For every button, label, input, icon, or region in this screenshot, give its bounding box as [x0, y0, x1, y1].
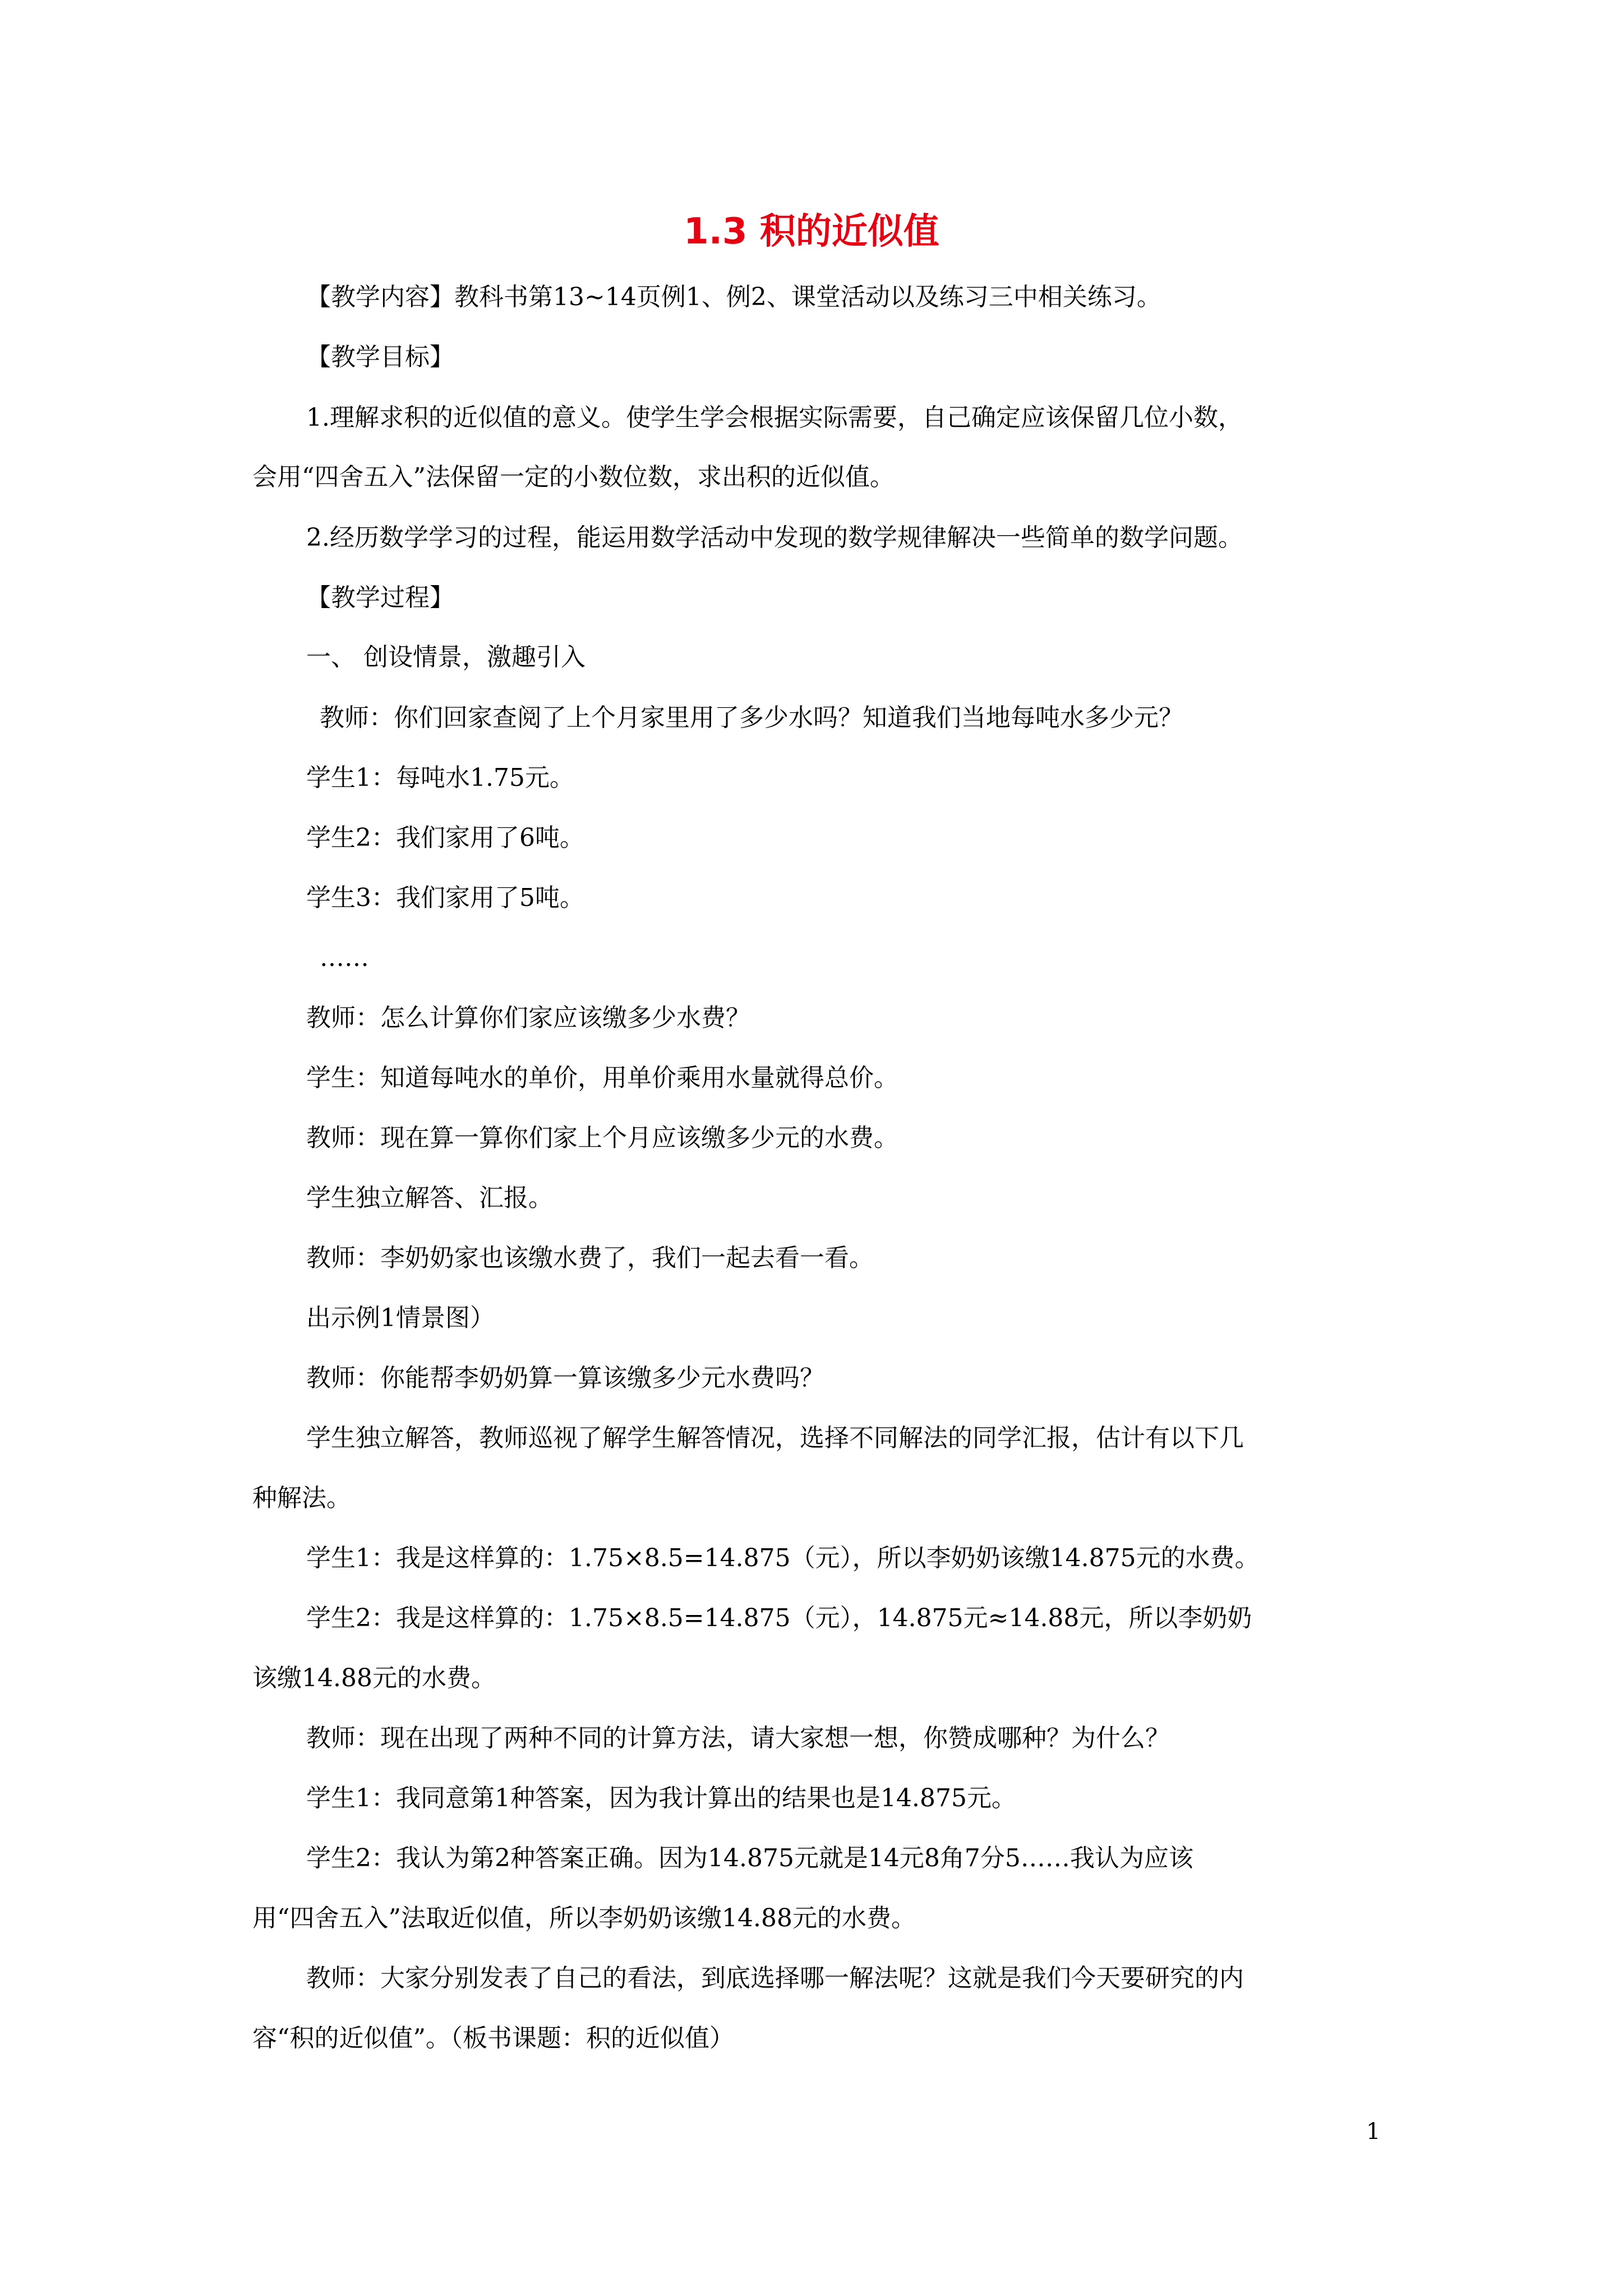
- text-line: 教师：李奶奶家也该缴水费了，我们一起去看一看。: [306, 1244, 874, 1272]
- text-line: 一、 创设情景，激趣引入: [306, 643, 585, 671]
- text-line: 教师：怎么计算你们家应该缴多少水费？: [306, 1004, 750, 1032]
- text-line: 教师：现在出现了两种不同的计算方法，请大家想一想，你赞成哪种？为什么？: [306, 1724, 1170, 1752]
- text-line: 该缴14.88元的水费。: [252, 1664, 496, 1692]
- text-line: 会用“四舍五入”法保留一定的小数位数，求出积的近似值。: [252, 463, 895, 491]
- text-line: 学生2：我们家用了6吨。: [306, 823, 584, 852]
- text-line: 学生独立解答，教师巡视了解学生解答情况，选择不同解法的同学汇报，估计有以下几: [306, 1424, 1244, 1452]
- text-line: 【教学过程】: [306, 583, 454, 612]
- text-line: 教师：现在算一算你们家上个月应该缴多少元的水费。: [306, 1124, 898, 1152]
- text-line: 2.经历数学学习的过程，能运用数学活动中发现的数学规律解决一些简单的数学问题。: [306, 523, 1243, 552]
- text-line: 用“四舍五入”法取近似值，所以李奶奶该缴14.88元的水费。: [252, 1904, 916, 1932]
- text-line: 教师：你能帮李奶奶算一算该缴多少元水费吗？: [306, 1364, 824, 1392]
- document-title: 1.3 积的近似值: [684, 211, 939, 252]
- text-line: 教师：你们回家查阅了上个月家里用了多少水吗？知道我们当地每吨水多少元？: [320, 703, 1183, 732]
- text-line: 学生独立解答、汇报。: [306, 1184, 553, 1212]
- text-line: 【教学内容】教科书第13~14页例1、例2、课堂活动以及练习三中相关练习。: [306, 283, 1161, 311]
- text-line: 学生1：我同意第1种答案，因为我计算出的结果也是14.875元。: [306, 1784, 1016, 1812]
- page-number: 1: [1366, 2119, 1381, 2145]
- text-line: 容“积的近似值”。（板书课题：积的近似值）: [252, 2024, 734, 2053]
- text-line: 1.理解求积的近似值的意义。使学生学会根据实际需要，自己确定应该保留几位小数，: [306, 403, 1243, 432]
- text-line: 种解法。: [252, 1484, 351, 1512]
- text-line: ……: [320, 944, 369, 972]
- text-line: 【教学目标】: [306, 343, 454, 371]
- text-line: 出示例1情景图）: [306, 1304, 495, 1332]
- text-line: 学生3：我们家用了5吨。: [306, 884, 584, 912]
- text-line: 学生2：我认为第2种答案正确。因为14.875元就是14元8角7分5……我认为应该: [306, 1844, 1193, 1872]
- text-line: 教师：大家分别发表了自己的看法，到底选择哪一解法呢？这就是我们今天要研究的内: [306, 1964, 1244, 1993]
- text-line: 学生2：我是这样算的：1.75×8.5=14.875（元），14.875元≈14.88元，所以李奶奶: [306, 1604, 1252, 1632]
- text-line: 学生1：每吨水1.75元。: [306, 763, 574, 792]
- text-line: 学生1：我是这样算的：1.75×8.5=14.875（元），所以李奶奶该缴14.875元的水费。: [306, 1544, 1260, 1572]
- text-line: 学生：知道每吨水的单价，用单价乘用水量就得总价。: [306, 1064, 898, 1092]
